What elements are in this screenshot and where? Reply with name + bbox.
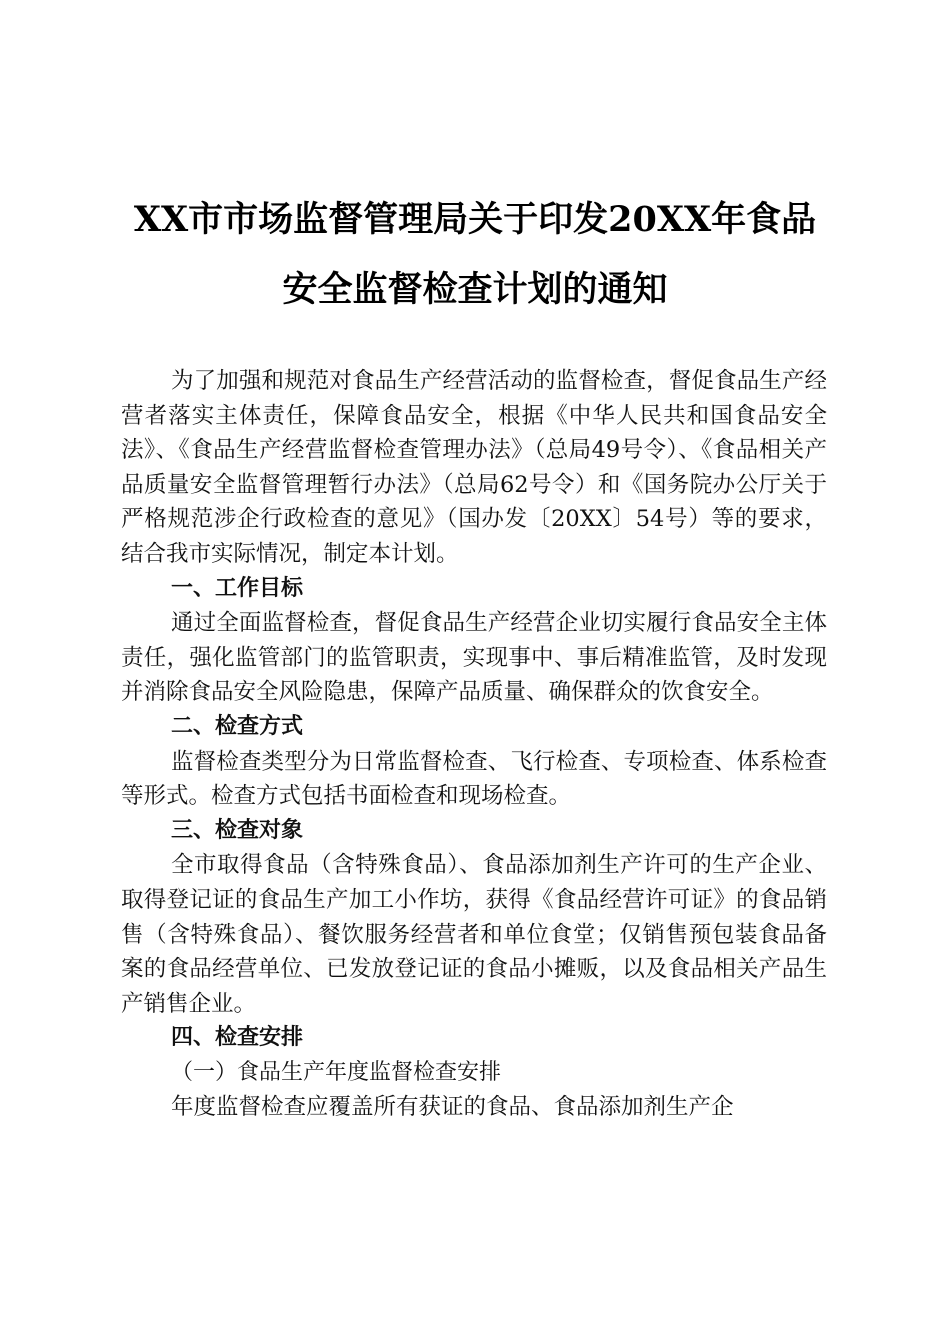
section-heading-methods: 二、检查方式 bbox=[171, 713, 304, 739]
section-text-targets: 全市取得食品（含特殊食品）、食品添加剂生产许可的生产企业、取得登记证的食品生产加工小作坊，获得《食品经营许可证》的食品销售（含特殊食品）、餐饮服务经营者和单位食堂；仅销售预包装食品备案的食品经营单位、已发放登记证的食品小摊贩，以及食品相关产品生产销售企业。 bbox=[121, 852, 827, 1017]
intro-paragraph: 为了加强和规范对食品生产经营活动的监督检查，督促食品生产经营者落实主体责任，保障食品安全，根据《中华人民共和国食品安全法》、《食品生产经营监督检查管理办法》（总局49号令）、《食品相关产品质量安全监督管理暂行办法》（总局62号令）和《国务院办公厅关于严格规范涉企行政检查的意见》（国办发〔20XX〕54号）等的要求，结合我市实际情况，制定本计划。 bbox=[121, 368, 827, 567]
subsection-heading-production: （一）食品生产年度监督检查安排 bbox=[171, 1059, 502, 1085]
section-text-schedule: 年度监督检查应覆盖所有获证的食品、食品添加剂生产企 bbox=[171, 1094, 734, 1121]
section-heading-targets: 三、检查对象 bbox=[171, 817, 304, 843]
document-body bbox=[121, 364, 827, 1125]
section-heading-schedule: 四、检查安排 bbox=[171, 1025, 304, 1051]
document-title-line-2: 安全监督检查计划的通知 bbox=[282, 269, 668, 310]
section-text-goals: 通过全面监督检查，督促食品生产经营企业切实履行食品安全主体责任，强化监管部门的监管职责，实现事中、事后精准监管，及时发现并消除食品安全风险隐患，保障产品质量、确保群众的饮食安全。 bbox=[121, 610, 827, 706]
document-title-line-1: XX市市场监督管理局关于印发20XX年食品 bbox=[133, 199, 817, 240]
section-text-methods: 监督检查类型分为日常监督检查、飞行检查、专项检查、体系检查等形式。检查方式包括书面检查和现场检查。 bbox=[121, 748, 827, 810]
section-heading-goals: 一、工作目标 bbox=[171, 575, 304, 601]
